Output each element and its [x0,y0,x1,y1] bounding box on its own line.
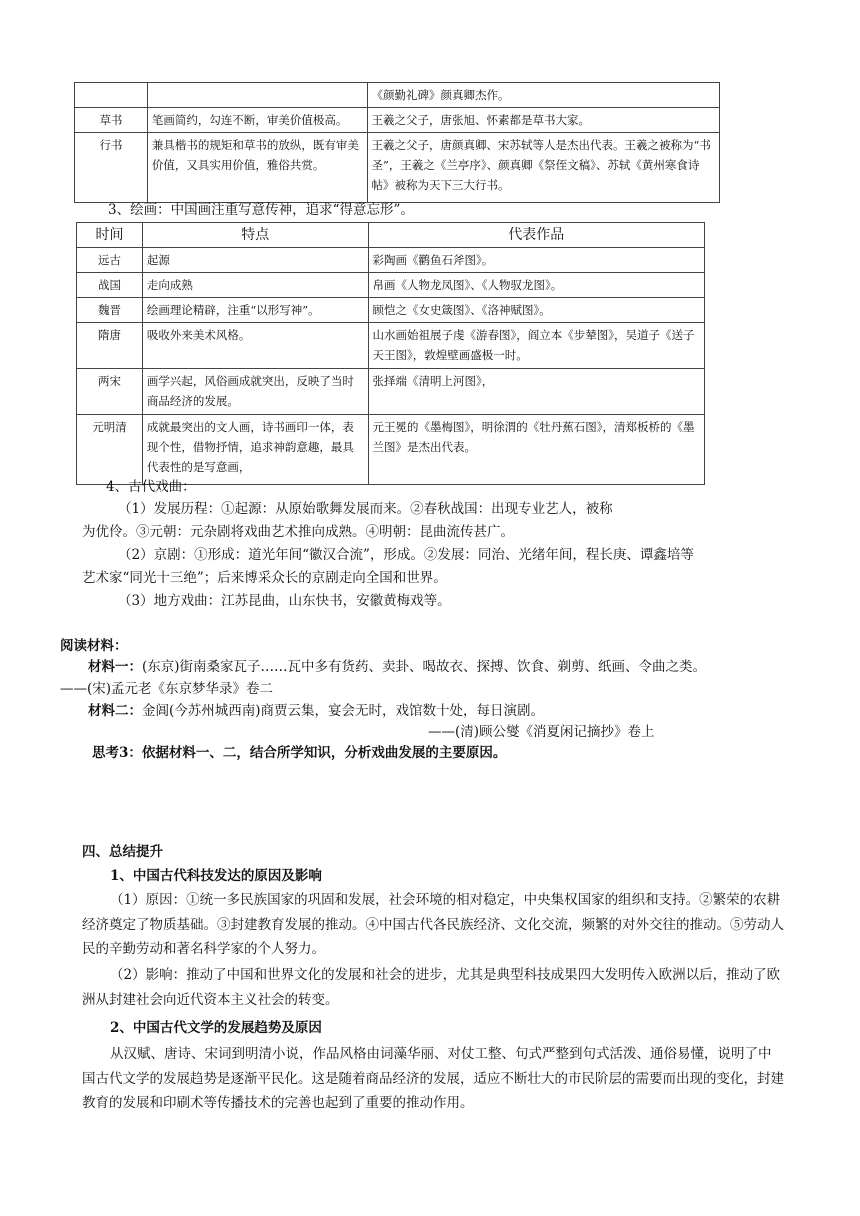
material-2-text: 金阊(今苏州城西南)商贾云集，宴会无时，戏馆数十处，每日演剧。 [142,703,545,719]
question-3: 思考3：依据材料一、二，结合所学知识，分析戏曲发展的主要原因。 [92,745,507,761]
painting-table [76,222,705,485]
calligraphy-name: 行书 [75,133,148,203]
header-works: 代表作品 [368,223,704,248]
reading-title: 阅读材料： [60,638,128,654]
calligraphy-works: 王羲之父子，唐颜真卿、宋苏轼等人是杰出代表。王羲之被称为“书圣”，王羲之《兰亭序》、颜真卿《祭侄文稿》、苏轼《黄州寒食诗帖》被称为天下三大行书。 [367,133,719,203]
table-row [77,248,705,273]
painting-feature: 成就最突出的文人画，诗书画印一体，表现个性，借物抒情，追求神韵意趣，最具代表性的是写意画， [142,415,368,485]
table-row [77,273,705,298]
calligraphy-feature: 笔画简约，勾连不断，审美价值极高。 [147,108,367,133]
material-1-label: 材料一： [88,659,142,675]
painting-period: 魏晋 [77,298,143,323]
calligraphy-name [75,83,148,108]
painting-feature: 绘画理论精辟，注重“以形写神”。 [142,298,368,323]
painting-period: 战国 [77,273,143,298]
table-row [77,323,705,369]
painting-period: 隋唐 [77,323,143,369]
material-2-label: 材料二： [88,703,142,719]
calligraphy-table [74,82,720,203]
opera-p1-line2: 为优伶。③元朝：元杂剧将戏曲艺术推向成熟。④明朝：昆曲流传甚广。 [82,524,514,540]
painting-works: 元王冕的《墨梅图》，明徐渭的《牡丹蕉石图》，清郑板桥的《墨兰图》是杰出代表。 [368,415,704,485]
calligraphy-feature: 兼具楷书的规矩和草书的放纵，既有审美价值，又具实用价值，雅俗共赏。 [147,133,367,203]
painting-feature: 画学兴起，风俗画成就突出，反映了当时商品经济的发展。 [142,369,368,415]
calligraphy-feature [147,83,367,108]
material-2-source: ——(清)顾公燮《消夏闲记摘抄》卷上 [428,724,655,740]
calligraphy-works: 王羲之父子，唐张旭、怀素都是草书大家。 [367,108,719,133]
painting-works: 张择端《清明上河图》， [368,369,704,415]
calligraphy-name: 草书 [75,108,148,133]
table-row [77,369,705,415]
header-period: 时间 [77,223,143,248]
calligraphy-works: 《颜勤礼碑》颜真卿杰作。 [367,83,719,108]
table-row [75,133,720,203]
opera-p3: （3）地方戏曲：江苏昆曲，山东快书，安徽黄梅戏等。 [118,593,451,609]
painting-period: 两宋 [77,369,143,415]
opera-heading: 4、古代戏曲： [106,479,196,495]
painting-feature: 起源 [142,248,368,273]
summary-1-p2: （2）影响：推动了中国和世界文化的发展和社会的进步，尤其是典型科技成果四大发明传入欧洲以后，推动了欧洲从封建社会向近代资本主义社会的转变。 [82,967,781,1008]
painting-feature: 走向成熟 [142,273,368,298]
opera-p2-line2: 艺术家“同光十三绝”；后来博采众长的京剧走向全国和世界。 [82,570,447,586]
painting-feature: 吸收外来美术风格。 [142,323,368,369]
summary-1-title: 1、中国古代科技发达的原因及影响 [110,868,322,884]
table-row [77,415,705,485]
summary-1-p1: （1）原因：①统一多民族国家的巩固和发展，社会环境的相对稳定，中央集权国家的组织和支持。②繁荣的农耕经济奠定了物质基础。③封建教育发展的推动。④中国古代各民族经济、文化交流，频繁的对外交往的推动。⑤劳动人民的辛勤劳动和著名科学家的个人努力。 [82,892,784,957]
painting-works: 山水画始祖展子虔《游春图》，阎立本《步辇图》，吴道子《送子天王图》，敦煌壁画盛极一时。 [368,323,704,369]
painting-period: 远古 [77,248,143,273]
summary-2-p1: 从汉赋、唐诗、宋词到明清小说，作品风格由词藻华丽、对仗工整、句式严整到句式活泼、通俗易懂，说明了中国古代文学的发展趋势是逐渐平民化。这是随着商品经济的发展，适应不断壮大的市民阶层的需要而出现的变化，封建教育的发展和印刷术等传播技术的完善也起到了重要的推动作用。 [82,1046,784,1111]
painting-works: 彩陶画《鹳鱼石斧图》。 [368,248,704,273]
material-1-text: (东京)街南桑家瓦子……瓦中多有货药、卖卦、喝故衣、探搏、饮食、剃剪、纸画、令曲之类。 [142,659,707,675]
opera-p1-line1: （1）发展历程：①起源：从原始歌舞发展而来。②春秋战国：出现专业艺人，被称 [118,501,613,517]
painting-works: 帛画《人物龙凤图》、《人物驭龙图》。 [368,273,704,298]
painting-works: 顾恺之《女史箴图》、《洛神赋图》。 [368,298,704,323]
material-1-source: ——(宋)孟元老《东京梦华录》卷二 [60,681,274,697]
summary-title: 四、总结提升 [82,844,163,860]
table-row [75,83,720,108]
table-row [77,298,705,323]
opera-p2-line1: （2）京剧：①形成：道光年间“徽汉合流”，形成。②发展：同治、光绪年间，程长庚、谭鑫培等 [118,547,694,563]
painting-period: 元明清 [77,415,143,485]
material-1 [88,655,706,679]
table-header-row [77,223,705,248]
summary-2-title: 2、中国古代文学的发展趋势及原因 [110,1020,322,1036]
painting-heading: 3、绘画：中国画注重写意传神，追求“得意忘形”。 [108,202,414,218]
table-row [75,108,720,133]
header-feature: 特点 [142,223,368,248]
